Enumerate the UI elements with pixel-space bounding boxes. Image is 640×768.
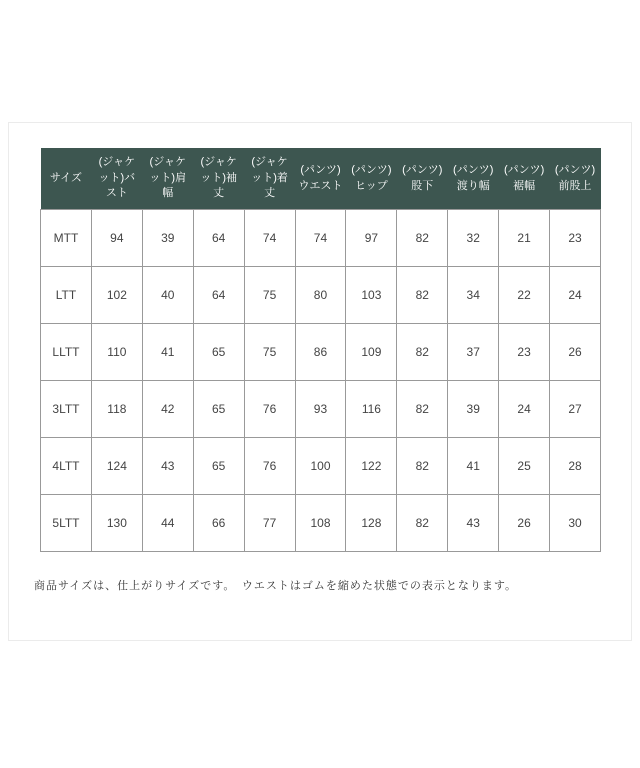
measurement-cell: 86 <box>295 324 346 381</box>
measurement-cell: 39 <box>448 381 499 438</box>
measurement-cell: 74 <box>244 210 295 267</box>
measurement-cell: 66 <box>193 495 244 552</box>
measurement-cell: 23 <box>550 210 601 267</box>
measurement-cell: 74 <box>295 210 346 267</box>
measurement-cell: 24 <box>550 267 601 324</box>
size-chart-table <box>40 148 601 552</box>
measurement-cell: 37 <box>448 324 499 381</box>
measurement-cell: 82 <box>397 210 448 267</box>
size-chart-header <box>41 148 601 210</box>
measurement-cell: 43 <box>142 438 193 495</box>
measurement-cell: 28 <box>550 438 601 495</box>
table-row <box>41 438 601 495</box>
size-label-cell: MTT <box>41 210 92 267</box>
measurement-cell: 100 <box>295 438 346 495</box>
measurement-cell: 77 <box>244 495 295 552</box>
size-label-cell: LTT <box>41 267 92 324</box>
size-label-cell: 5LTT <box>41 495 92 552</box>
measurement-cell: 44 <box>142 495 193 552</box>
measurement-cell: 76 <box>244 438 295 495</box>
measurement-cell: 22 <box>499 267 550 324</box>
measurement-cell: 32 <box>448 210 499 267</box>
measurement-cell: 118 <box>91 381 142 438</box>
measurement-cell: 110 <box>91 324 142 381</box>
measurement-cell: 64 <box>193 210 244 267</box>
measurement-cell: 82 <box>397 267 448 324</box>
measurement-cell: 82 <box>397 438 448 495</box>
measurement-cell: 124 <box>91 438 142 495</box>
table-row <box>41 495 601 552</box>
header-row <box>41 148 601 210</box>
measurement-cell: 75 <box>244 324 295 381</box>
measurement-cell: 76 <box>244 381 295 438</box>
measurement-cell: 40 <box>142 267 193 324</box>
measurement-cell: 122 <box>346 438 397 495</box>
measurement-cell: 30 <box>550 495 601 552</box>
measurement-cell: 65 <box>193 381 244 438</box>
measurement-cell: 42 <box>142 381 193 438</box>
size-note: 商品サイズは、仕上がりサイズです。 ウエストはゴムを縮めた状態での表示となります。 <box>34 580 517 592</box>
measurement-cell: 26 <box>550 324 601 381</box>
measurement-cell: 102 <box>91 267 142 324</box>
measurement-cell: 97 <box>346 210 397 267</box>
measurement-cell: 64 <box>193 267 244 324</box>
measurement-cell: 94 <box>91 210 142 267</box>
measurement-cell: 25 <box>499 438 550 495</box>
measurement-cell: 82 <box>397 495 448 552</box>
table-row <box>41 324 601 381</box>
table-row <box>41 267 601 324</box>
table-row <box>41 381 601 438</box>
size-chart-panel <box>8 122 632 641</box>
column-header: (ジャケット)バスト <box>91 148 142 210</box>
measurement-cell: 82 <box>397 324 448 381</box>
size-label-cell: LLTT <box>41 324 92 381</box>
column-header: (パンツ)股下 <box>397 148 448 210</box>
measurement-cell: 65 <box>193 324 244 381</box>
column-header: (パンツ)渡り幅 <box>448 148 499 210</box>
measurement-cell: 26 <box>499 495 550 552</box>
measurement-cell: 43 <box>448 495 499 552</box>
measurement-cell: 103 <box>346 267 397 324</box>
column-header: (ジャケット)着丈 <box>244 148 295 210</box>
measurement-cell: 21 <box>499 210 550 267</box>
column-header: (パンツ)裾幅 <box>499 148 550 210</box>
measurement-cell: 24 <box>499 381 550 438</box>
column-header: (ジャケット)肩幅 <box>142 148 193 210</box>
measurement-cell: 109 <box>346 324 397 381</box>
column-header: (ジャケット)袖丈 <box>193 148 244 210</box>
size-label-cell: 4LTT <box>41 438 92 495</box>
measurement-cell: 116 <box>346 381 397 438</box>
measurement-cell: 80 <box>295 267 346 324</box>
measurement-cell: 39 <box>142 210 193 267</box>
measurement-cell: 34 <box>448 267 499 324</box>
measurement-cell: 130 <box>91 495 142 552</box>
column-header: (パンツ)ウエスト <box>295 148 346 210</box>
size-chart-body <box>41 210 601 552</box>
measurement-cell: 23 <box>499 324 550 381</box>
measurement-cell: 27 <box>550 381 601 438</box>
column-header: (パンツ)前股上 <box>550 148 601 210</box>
measurement-cell: 108 <box>295 495 346 552</box>
measurement-cell: 75 <box>244 267 295 324</box>
measurement-cell: 82 <box>397 381 448 438</box>
measurement-cell: 65 <box>193 438 244 495</box>
measurement-cell: 41 <box>448 438 499 495</box>
column-header: サイズ <box>41 148 92 210</box>
table-row <box>41 210 601 267</box>
measurement-cell: 41 <box>142 324 193 381</box>
size-label-cell: 3LTT <box>41 381 92 438</box>
column-header: (パンツ)ヒップ <box>346 148 397 210</box>
measurement-cell: 128 <box>346 495 397 552</box>
measurement-cell: 93 <box>295 381 346 438</box>
